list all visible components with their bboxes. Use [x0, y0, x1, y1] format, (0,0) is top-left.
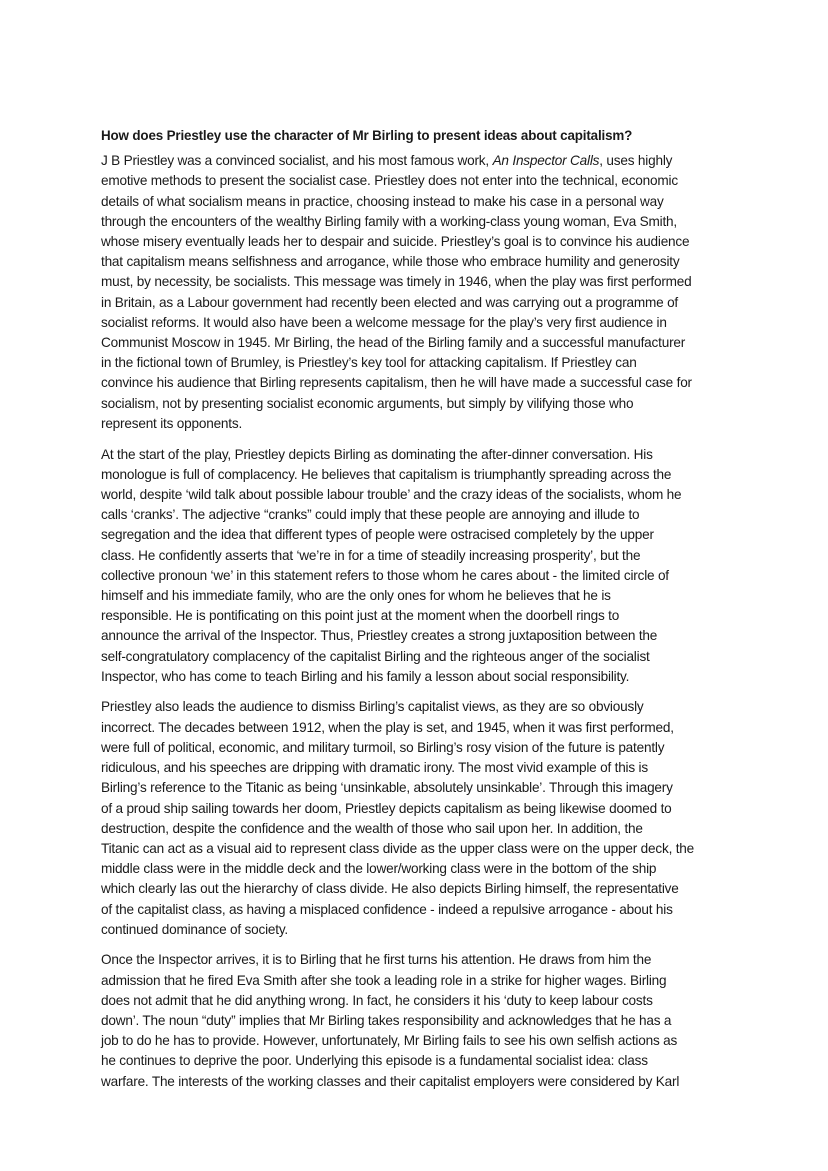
paragraph-1 — [101, 151, 741, 434]
text-line: self-congratulatory complacency of the capitalist Birling and the righteous anger of the socialist — [101, 648, 650, 664]
text-line: destruction, despite the confidence and the wealth of those who sail upon her. In addition, the — [101, 820, 643, 836]
text-line: J B Priestley was a convinced socialist, and his most famous work, An Inspector Calls, uses highly — [101, 153, 673, 169]
paragraph-2 — [101, 445, 741, 687]
text-line: responsible. He is pontificating on this point just at the moment when the doorbell rings to — [101, 608, 620, 624]
text-line: Titanic can act as a visual aid to represent class divide as the upper class were on the upper deck, the — [101, 840, 695, 856]
text-line: socialist reforms. It would also have been a welcome message for the play’s very first audience in — [101, 314, 667, 330]
work-title: An Inspector Calls — [492, 153, 600, 169]
text-line: himself and his immediate family, who are the only ones for whom he believes that he is — [101, 587, 611, 603]
text-line: emotive methods to present the socialist case. Priestley does not enter into the technical, economic — [101, 173, 678, 189]
text-line: were full of political, economic, and military turmoil, so Birling’s rosy vision of the future is patently — [101, 739, 665, 755]
text-line: in the fictional town of Brumley, is Priestley’s key tool for attacking capitalism. If Priestley can — [101, 355, 637, 371]
text-line: Birling’s reference to the Titanic as being ‘unsinkable, absolutely unsinkable’. Through this imagery — [101, 780, 673, 796]
essay-paragraphs — [101, 151, 741, 1092]
text-line: Inspector, who has come to teach Birling and his family a lesson about social responsibility. — [101, 668, 630, 684]
text-line: through the encounters of the wealthy Birling family with a working-class young woman, Eva Smith, — [101, 213, 677, 229]
text-line: admission that he fired Eva Smith after she took a leading role in a strike for higher wages. Birling — [101, 972, 667, 988]
text-line: of the capitalist class, as having a misplaced confidence - indeed a repulsive arrogance - about his — [101, 901, 673, 917]
text-line: does not admit that he did anything wrong. In fact, he considers it his ‘duty to keep labour costs — [101, 992, 653, 1008]
paragraph-4 — [101, 950, 741, 1091]
text-line: details of what socialism means in practice, choosing instead to make his case in a personal way — [101, 193, 664, 209]
text-line: continued dominance of society. — [101, 921, 288, 937]
text-line: announce the arrival of the Inspector. Thus, Priestley creates a strong juxtaposition between the — [101, 628, 658, 644]
text-line: convince his audience that Birling represents capitalism, then he will have made a successful case for — [101, 375, 692, 391]
text-line: down’. The noun “duty” implies that Mr Birling takes responsibility and acknowledges that he has a — [101, 1013, 672, 1029]
text-line: calls ‘cranks’. The adjective “cranks” could imply that these people are annoying and illude to — [101, 507, 640, 523]
text-line: At the start of the play, Priestley depicts Birling as dominating the after-dinner conversation. His — [101, 446, 653, 462]
text-line: warfare. The interests of the working classes and their capitalist employers were considered by Karl — [101, 1073, 680, 1089]
text-line: that capitalism means selfishness and arrogance, while those who embrace humility and generosity — [101, 254, 680, 270]
text-line: middle class were in the middle deck and the lower/working class were in the bottom of the ship — [101, 861, 657, 877]
text-line: incorrect. The decades between 1912, when the play is set, and 1945, when it was first performed, — [101, 719, 674, 735]
text-line: Priestley also leads the audience to dismiss Birling’s capitalist views, as they are so obviously — [101, 699, 644, 715]
text-line: of a proud ship sailing towards her doom, Priestley depicts capitalism as being likewise doomed to — [101, 800, 672, 816]
text-line: ridiculous, and his speeches are dripping with dramatic irony. The most vivid example of this is — [101, 760, 648, 776]
text-line: in Britain, as a Labour government had recently been elected and was carrying out a programme of — [101, 294, 679, 310]
text-line: which clearly las out the hierarchy of class divide. He also depicts Birling himself, the representative — [101, 881, 679, 897]
text-line: whose misery eventually leads her to despair and suicide. Priestley’s goal is to convince his audience — [101, 234, 690, 250]
text-line: socialism, not by presenting socialist economic arguments, but simply by vilifying those who — [101, 395, 634, 411]
text-line: world, despite ‘wild talk about possible labour trouble’ and the crazy ideas of the socialists, whom he — [101, 486, 682, 502]
paragraph-3 — [101, 697, 741, 939]
text-line: segregation and the idea that different types of people were ostracised completely by the upper — [101, 527, 654, 543]
essay-question-heading: How does Priestley use the character of Mr Birling to present ideas about capitalism? — [101, 128, 633, 143]
text-line: job to do he has to provide. However, unfortunately, Mr Birling fails to see his own selfish actions as — [101, 1033, 678, 1049]
text-line: he continues to deprive the poor. Underlying this episode is a fundamental socialist idea: class — [101, 1053, 648, 1069]
text-line: collective pronoun ‘we’ in this statement refers to those whom he cares about - the limited circle of — [101, 567, 669, 583]
document-body — [101, 126, 741, 1102]
text-line: represent its opponents. — [101, 415, 243, 431]
text-line: Once the Inspector arrives, it is to Birling that he first turns his attention. He draws from him the — [101, 952, 652, 968]
text-line: monologue is full of complacency. He believes that capitalism is triumphantly spreading across the — [101, 466, 672, 482]
text-line: Communist Moscow in 1945. Mr Birling, the head of the Birling family and a successful manufacturer — [101, 335, 686, 351]
text-line: class. He confidently asserts that ‘we’re in for a time of steadily increasing prosperity’, but the — [101, 547, 641, 563]
text-line: must, by necessity, be socialists. This message was timely in 1946, when the play was first performed — [101, 274, 692, 290]
